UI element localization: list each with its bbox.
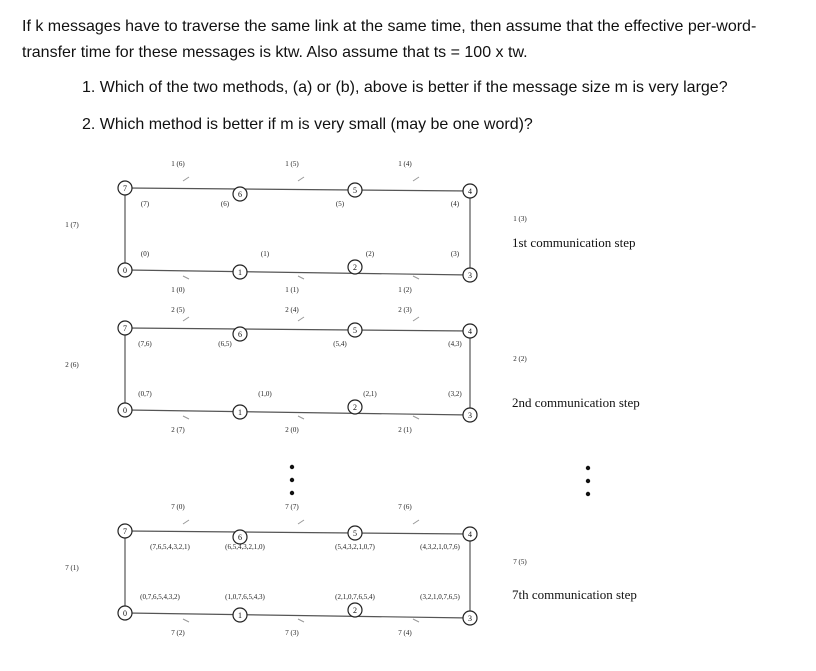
step1-node-number: 6 [238, 190, 242, 199]
step3-node-number: 6 [238, 533, 242, 542]
step2-caption: 2nd communication step [512, 395, 640, 410]
step1-node-number: 5 [353, 186, 357, 195]
step2-upper-buffer: (4,3) [448, 340, 462, 348]
step3-node-number: 5 [353, 529, 357, 538]
step3-bottom-arrow [413, 619, 419, 622]
step1-node-number: 2 [353, 263, 357, 272]
step1-bottom-arrow [298, 276, 304, 279]
step1-top-link [125, 188, 470, 191]
step2-upper-buffer: (7,6) [138, 340, 152, 348]
step1-left-label: 1 (7) [65, 221, 79, 229]
step3-top-link [125, 531, 470, 534]
step1-node-number: 3 [468, 271, 472, 280]
step2-node-number: 2 [353, 403, 357, 412]
step3-lower-buffer: (0,7,6,5,4,3,2) [140, 593, 180, 601]
step1-upper-buffer: (7) [140, 200, 150, 208]
step1-top-label: 1 (6) [171, 160, 185, 168]
step3-bottom-label: 7 (3) [285, 629, 299, 637]
step3-node-number: 0 [123, 609, 127, 618]
step1-node-number: 1 [238, 268, 242, 277]
step2-node-number: 0 [123, 406, 127, 415]
step2-lower-buffer: (1,0) [258, 390, 272, 398]
step3-lower-buffer: (1,0,7,6,5,4,3) [225, 593, 265, 601]
step3-bottom-arrow [183, 619, 189, 622]
step2-node-number: 7 [123, 324, 127, 333]
step3-bottom-link [125, 613, 470, 618]
step2-lower-buffer: (0,7) [138, 390, 152, 398]
step3-caption: 7th communication step [512, 587, 637, 602]
step3-node-number: 4 [468, 530, 472, 539]
step1-top-label: 1 (4) [398, 160, 412, 168]
step1-lower-buffer: (3) [450, 250, 460, 258]
step2-node-number: 6 [238, 330, 242, 339]
step3-upper-buffer: (5,4,3,2,1,0,7) [335, 543, 375, 551]
step3-lower-buffer: (2,1,0,7,6,5,4) [335, 593, 375, 601]
step2-bottom-label: 2 (7) [171, 426, 185, 434]
ellipsis-dot [586, 479, 590, 483]
step2-lower-buffer: (2,1) [363, 390, 377, 398]
step3-lower-buffer: (3,2,1,0,7,6,5) [420, 593, 460, 601]
ellipsis-dot [290, 465, 294, 469]
step1-top-arrow [183, 177, 189, 181]
step3-node-number: 2 [353, 606, 357, 615]
step1-bottom-label: 1 (2) [398, 286, 412, 294]
step1-bottom-label: 1 (1) [285, 286, 299, 294]
ellipsis-dot [586, 492, 590, 496]
step1-lower-buffer: (0) [140, 250, 150, 258]
step2-bottom-arrow [298, 416, 304, 419]
step2-node-number: 4 [468, 327, 472, 336]
step2-upper-buffer: (6,5) [218, 340, 232, 348]
step2-top-label: 2 (5) [171, 306, 185, 314]
step2-bottom-arrow [183, 416, 189, 419]
step1-lower-buffer: (2) [365, 250, 375, 258]
step1-upper-buffer: (5) [335, 200, 345, 208]
step1-bottom-arrow [413, 276, 419, 279]
step2-top-label: 2 (3) [398, 306, 412, 314]
step2-bottom-link [125, 410, 470, 415]
step2-top-link [125, 328, 470, 331]
step3-top-label: 7 (0) [171, 503, 185, 511]
step1-upper-buffer: (6) [220, 200, 230, 208]
step1-node-number: 4 [468, 187, 472, 196]
step1-bottom-arrow [183, 276, 189, 279]
step3-node-number: 7 [123, 527, 127, 536]
step3-top-arrow [413, 520, 419, 524]
step3-top-label: 7 (6) [398, 503, 412, 511]
intro-text: If k messages have to traverse the same link at the same time, then assume that the effective per-word-transfer time for these messages is ktw. Also assume that ts = 100 x tw. [22, 18, 757, 61]
step2-top-arrow [298, 317, 304, 321]
step3-right-label: 7 (5) [513, 558, 527, 566]
step3-upper-buffer: (7,6,5,4,3,2,1) [150, 543, 190, 551]
step2-bottom-label: 2 (0) [285, 426, 299, 434]
step1-bottom-label: 1 (0) [171, 286, 185, 294]
step2-top-arrow [413, 317, 419, 321]
step1-caption: 1st communication step [512, 235, 636, 250]
step1-node-number: 0 [123, 266, 127, 275]
step3-node-number: 1 [238, 611, 242, 620]
step3-upper-buffer: (6,5,4,3,2,1,0) [225, 543, 265, 551]
step2-node-number: 3 [468, 411, 472, 420]
step1-bottom-link [125, 270, 470, 275]
question-1: 1. Which of the two methods, (a) or (b), above is better if the message size m is very large? [82, 79, 728, 96]
step3-bottom-label: 7 (4) [398, 629, 412, 637]
question-2: 2. Which method is better if m is very small (may be one word)? [82, 116, 533, 133]
step1-top-label: 1 (5) [285, 160, 299, 168]
step3-bottom-arrow [298, 619, 304, 622]
step2-node-number: 5 [353, 326, 357, 335]
step3-top-arrow [298, 520, 304, 524]
step2-node-number: 1 [238, 408, 242, 417]
ellipsis-dot [290, 491, 294, 495]
step1-node-number: 7 [123, 184, 127, 193]
step3-top-label: 7 (7) [285, 503, 299, 511]
step3-left-label: 7 (1) [65, 564, 79, 572]
step1-upper-buffer: (4) [450, 200, 460, 208]
step3-node-number: 3 [468, 614, 472, 623]
ellipsis-dot [586, 466, 590, 470]
step2-right-label: 2 (2) [513, 355, 527, 363]
step2-top-label: 2 (4) [285, 306, 299, 314]
step1-right-label: 1 (3) [513, 215, 527, 223]
step3-top-arrow [183, 520, 189, 524]
step2-left-label: 2 (6) [65, 361, 79, 369]
step2-bottom-arrow [413, 416, 419, 419]
ellipsis-dot [290, 478, 294, 482]
step3-bottom-label: 7 (2) [171, 629, 185, 637]
step2-top-arrow [183, 317, 189, 321]
step2-lower-buffer: (3,2) [448, 390, 462, 398]
step3-upper-buffer: (4,3,2,1,0,7,6) [420, 543, 460, 551]
step2-upper-buffer: (5,4) [333, 340, 347, 348]
step2-bottom-label: 2 (1) [398, 426, 412, 434]
step1-top-arrow [413, 177, 419, 181]
step1-lower-buffer: (1) [260, 250, 270, 258]
ring-communication-diagram [0, 150, 816, 671]
step1-top-arrow [298, 177, 304, 181]
